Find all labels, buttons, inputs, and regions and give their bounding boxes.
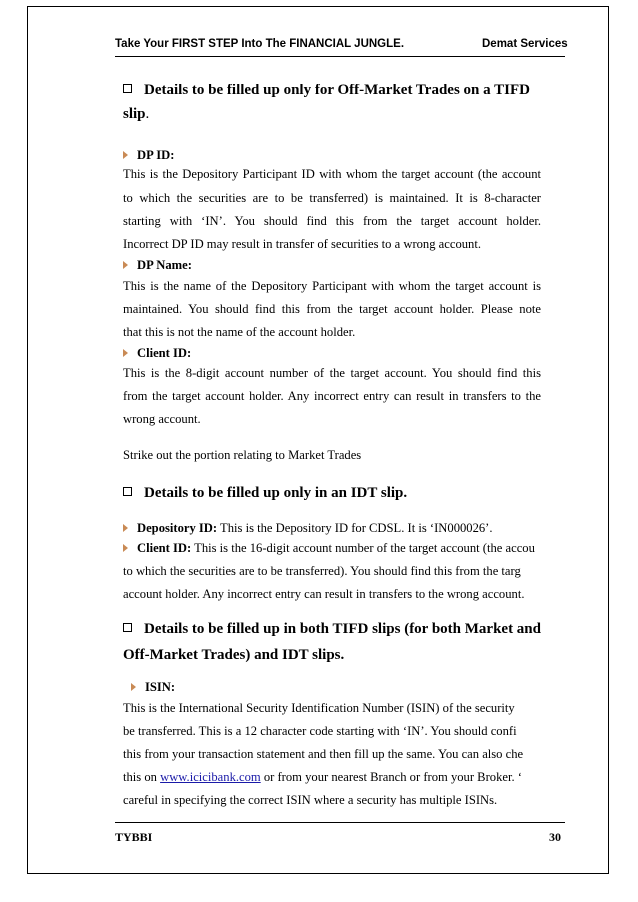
section1-heading-cont: slip. (123, 106, 150, 122)
footer-course: TYBBI (115, 830, 153, 844)
isin-text-line: be transferred. This is a 12 character code starting with ‘IN’. You should confi (123, 724, 517, 738)
client-id-text-line: wrong account. (123, 412, 201, 426)
section1-heading: Details to be filled up only for Off-Market Trades on a TIFD (123, 84, 530, 99)
isin-text-line: this on www.icicibank.com or from your nearest Branch or from your Broker. ‘ (123, 770, 522, 784)
client-id-text-line: from the target account holder. Any incorrect entry can result in transfers to the (123, 389, 541, 403)
header-section: Demat Services (482, 38, 568, 50)
client-id-16-text-line: to which the securities are to be transferred). You should find this from the targ (123, 564, 521, 578)
triangle-bullet-icon (123, 349, 128, 357)
header-title: Take Your FIRST STEP Into The FINANCIAL JUNGLE. (115, 38, 405, 50)
dp-name-text-line: maintained. You should find this from the target account holder. Please note (123, 302, 541, 316)
section2-heading: Details to be filled up only in an IDT slip. (123, 485, 407, 502)
client-id-label: Client ID: (123, 346, 191, 361)
dp-name-text-line: This is the name of the Depository Participant with whom the target account is (123, 279, 541, 293)
isin-text-line: This is the International Security Identification Number (ISIN) of the security (123, 701, 515, 715)
triangle-bullet-icon (131, 683, 136, 691)
client-id-16-text-line: account holder. Any incorrect entry can result in transfers to the wrong account. (123, 587, 525, 601)
section3-heading: Details to be filled up in both TIFD slips (for both Market and (123, 621, 541, 638)
section3-heading-cont: Off-Market Trades) and IDT slips. (123, 647, 345, 663)
strike-out-note: Strike out the portion relating to Market Trades (123, 448, 362, 462)
icicibank-link[interactable]: www.icicibank.com (160, 770, 261, 784)
dp-id-text-line: This is the Depository Participant ID with whom the target account (the account (123, 167, 541, 181)
triangle-bullet-icon (123, 544, 128, 552)
isin-text-line: this from your transaction statement and then fill up the same. You can also che (123, 747, 524, 761)
dp-id-text-line: starting with ‘IN’. You should find this from the target account holder. (123, 214, 541, 228)
page-number: 30 (549, 830, 561, 844)
page-content (123, 84, 541, 812)
isin-text-line: careful in specifying the correct ISIN where a security has multiple ISINs. (123, 793, 498, 807)
footer-rule (115, 822, 565, 823)
dp-id-text-line: Incorrect DP ID may result in transfer of securities to a wrong account. (123, 237, 481, 251)
client-id-16-item: Client ID: This is the 16-digit account number of the target account (the accou (123, 541, 535, 556)
dp-id-text-line: to which the securities are to be transferred) is maintained. It is 8-character (123, 191, 541, 205)
client-id-text-line: This is the 8-digit account number of the target account. You should find this (123, 366, 541, 380)
dp-name-label: DP Name: (123, 258, 192, 273)
isin-label: ISIN: (131, 680, 175, 695)
checkbox-square-icon (123, 84, 132, 93)
dp-id-label: DP ID: (123, 148, 174, 163)
checkbox-square-icon (123, 487, 132, 496)
triangle-bullet-icon (123, 261, 128, 269)
header-rule (115, 56, 565, 57)
checkbox-square-icon (123, 623, 132, 632)
depository-id-item: Depository ID: This is the Depository ID for CDSL. It is ‘IN000026’. (123, 521, 493, 536)
triangle-bullet-icon (123, 524, 128, 532)
triangle-bullet-icon (123, 151, 128, 159)
dp-name-text-line: that this is not the name of the account holder. (123, 325, 356, 339)
